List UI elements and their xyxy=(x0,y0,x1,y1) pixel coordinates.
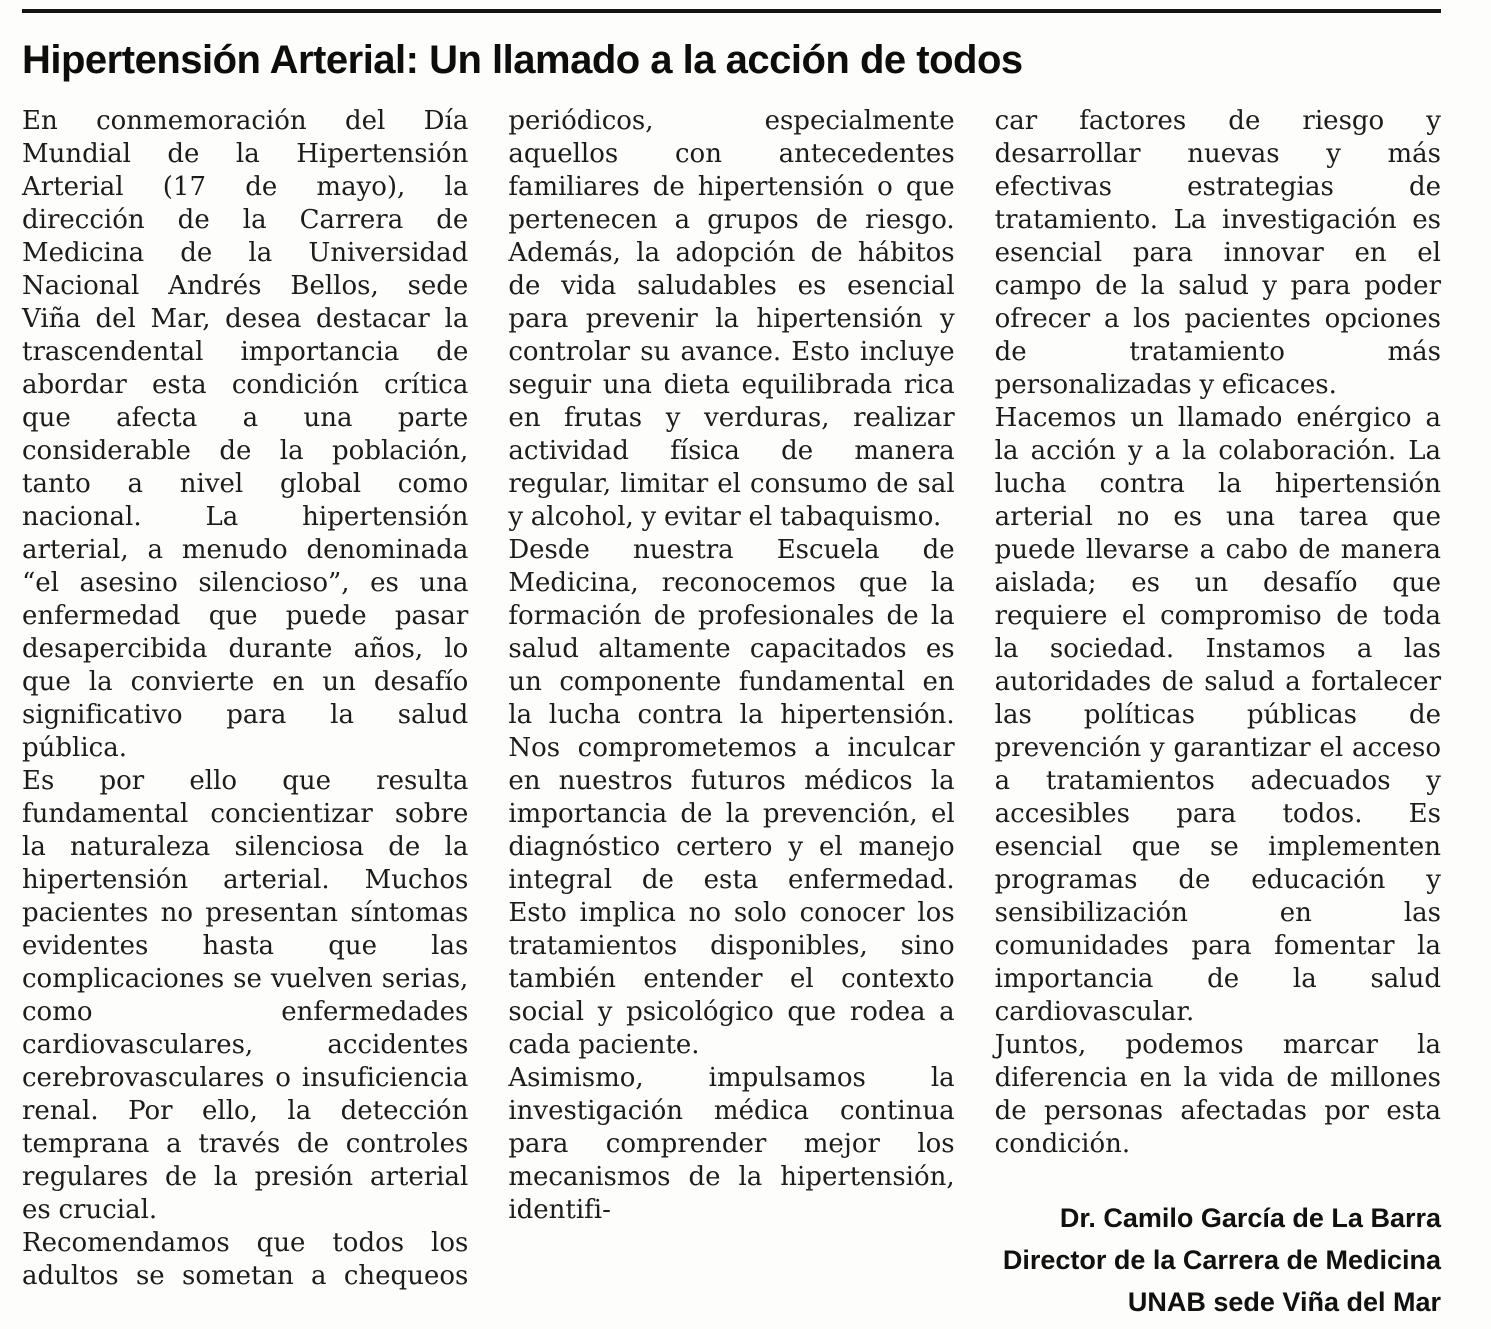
paragraph: Recomendamos que todos los adultos se sometan a chequeos xyxy=(22,1228,469,1291)
paragraph: car factores de riesgo y desarrollar nuevas y más efectivas estrategias de tratamiento. La investigación es esencial para innovar en el campo de la salud y para poder ofrecer a los pacientes opciones de tratamiento más personalizadas y eficaces. xyxy=(994,106,1441,400)
column-1 xyxy=(22,105,468,1323)
signature-block xyxy=(995,1197,1441,1323)
signature-author: Dr. Camilo García de La Barra xyxy=(1059,1203,1441,1233)
article-body xyxy=(22,105,1441,1323)
paragraph: Es por ello que resulta fundamental concientizar sobre la naturaleza silenciosa de la hipertensión arterial. Muchos pacientes no presentan síntomas evidentes hasta que las complicaciones se vuelven serias, como enfermedades cardiovasculares, accidentes cerebrovasculares o insuficiencia renal. Por ello, la detección temprana a través de controles regulares de la presión arterial es crucial. xyxy=(22,766,469,1225)
paragraph: En conmemoración del Día Mundial de la Hipertensión Arterial (17 de mayo), la dirección de la Carrera de Medicina de la Universidad Nacional Andrés Bellos, sede Viña del Mar, desea destacar la trascendental importancia de abordar esta condición crítica que afecta a una parte considerable de la población, tanto a nivel global como nacional. La hipertensión arterial, a menudo denominada “el asesino silencioso”, es una enfermedad que puede pasar desapercibida durante años, lo que la convierte en un desafío significativo para la salud pública. xyxy=(22,106,469,763)
column-3 xyxy=(995,105,1441,1323)
top-rule xyxy=(22,9,1441,13)
paragraph: periódicos, especialmente aquellos con antecedentes familiares de hipertensión o que pertenecen a grupos de riesgo. Además, la adopción de hábitos de vida saludables es esencial para prevenir la hipertensión y controlar su avance. Esto incluye seguir una dieta equilibrada rica en frutas y verduras, realizar actividad física de manera regular, limitar el consumo de sal y alcohol, y evitar el tabaquismo. xyxy=(508,106,955,532)
paragraph: Asimismo, impulsamos la investigación médica continua para comprender mejor los mecanismos de la hipertensión, identifi- xyxy=(508,1063,955,1225)
article-title: Hipertensión Arterial: Un llamado a la acción de todos xyxy=(22,38,1023,82)
column-2 xyxy=(508,105,954,1323)
signature-institution: UNAB sede Viña del Mar xyxy=(1127,1287,1441,1317)
paragraph: Desde nuestra Escuela de Medicina, reconocemos que la formación de profesionales de la salud altamente capacitados es un componente fundamental en la lucha contra la hipertensión. Nos comprometemos a inculcar en nuestros futuros médicos la importancia de la prevención, el diagnóstico certero y el manejo integral de esta enfermedad. Esto implica no solo conocer los tratamientos disponibles, sino también entender el contexto social y psicológico que rodea a cada paciente. xyxy=(508,535,955,1060)
signature-role: Director de la Carrera de Medicina xyxy=(1002,1245,1441,1275)
paragraph: Juntos, podemos marcar la diferencia en la vida de millones de personas afectadas por esta condición. xyxy=(994,1030,1441,1159)
newspaper-page xyxy=(0,9,1491,1329)
paragraph: Hacemos un llamado enérgico a la acción y a la colaboración. La lucha contra la hipertensión arterial no es una tarea que puede llevarse a cabo de manera aislada; es un desafío que requiere el compromiso de toda la sociedad. Instamos a las autoridades de salud a fortalecer las políticas públicas de prevención y garantizar el acceso a tratamientos adecuados y accesibles para todos. Es esencial que se implementen programas de educación y sensibilización en las comunidades para fomentar la importancia de la salud cardiovascular. xyxy=(994,403,1441,1027)
